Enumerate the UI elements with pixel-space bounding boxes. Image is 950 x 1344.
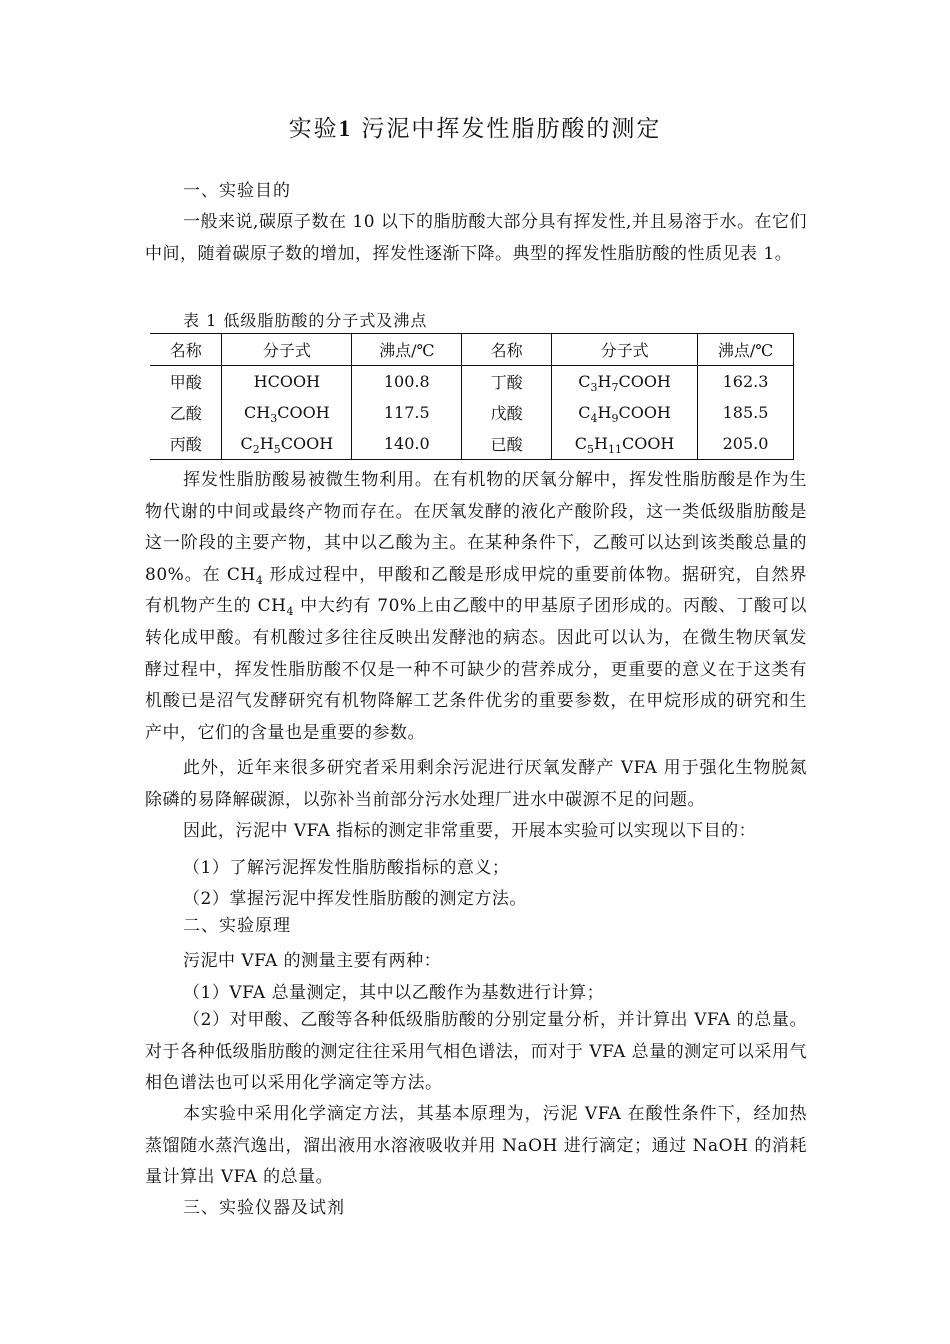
- section2-intro: 污泥中 VFA 的测量主要有两种：: [183, 951, 442, 971]
- boiling-point: 100.8: [352, 366, 462, 398]
- section2-paragraph: 本实验中采用化学滴定方法，其基本原理为，污泥 VFA 在酸性条件下，经加热蒸馏随水蒸汽逸出，溜出液用水溶液吸收并用 NaOH 进行滴定；通过 NaOH 的消耗量计算出 VFA 的总量。: [145, 1104, 807, 1188]
- boiling-point: 205.0: [698, 428, 794, 460]
- formula: $C_2H_5COOH$: [222, 428, 352, 460]
- section1-paragraph-4: 因此，污泥中 VFA 指标的测定非常重要，开展本实验可以实现以下目的：: [183, 821, 757, 841]
- section1-paragraph-3: 此外，近年来很多研究者采用剩余污泥进行厌氧发酵产 VFA 用于强化生物脱氮除磷的易降解碳源，以弥补当前部分污水处理厂进水中碳源不足的问题。: [145, 758, 807, 810]
- formula: $CH_3COOH$: [222, 397, 352, 428]
- section1-item-2: （2）掌握污泥中挥发性脂肪酸的测定方法。: [183, 889, 527, 909]
- section3-heading: 三、实验仪器及试剂: [183, 1198, 345, 1218]
- header-boiling-point-1: 沸点/℃: [352, 334, 462, 366]
- table-row: [150, 397, 794, 428]
- fatty-acid-table: [150, 333, 794, 460]
- table-header-row: [150, 334, 794, 366]
- boiling-point: 162.3: [698, 366, 794, 398]
- title-prefix: 实验: [288, 116, 339, 142]
- acid-name: 甲酸: [169, 373, 202, 392]
- section2-heading: 二、实验原理: [183, 916, 291, 936]
- section2-item-1: （1）VFA 总量测定，其中以乙酸作为基数进行计算；: [183, 983, 605, 1003]
- formula: $C_4H_9COOH$: [552, 397, 698, 428]
- title-text: 污泥中挥发性脂肪酸的测定: [361, 116, 662, 142]
- section1-paragraph-2: 挥发性脂肪酸易被微生物利用。在有机物的厌氧分解中，挥发性脂肪酸是作为生物代谢的中间或最终产物而存在。在厌氧发酵的液化产酸阶段，这一类低级脂肪酸是这一阶段的主要产物，其中以乙酸为主。在某种条件下，乙酸可以达到该类酸总量的 80%。在 $CH_4$ 形成过程中，甲酸和乙酸是形成甲烷的重要前体物。据研究，自然界有机物产生的 $CH_4$ 中大约有 70%上由乙酸中的甲基原子团形成的。丙酸、丁酸可以转化成甲酸。有机酸过多往往反映出发酵池的病态。因此可以认为，在微生物厌氧发酵过程中，挥发性脂肪酸不仅是一种不可缺少的营养成分，更重要的意义在于这类有机酸已是沼气发酵研究有机物降解工艺条件优劣的重要参数，在甲烷形成的研究和生产中，它们的含量也是重要的参数。: [145, 470, 808, 743]
- header-formula-2: 分子式: [552, 334, 698, 366]
- table-row: [150, 428, 794, 460]
- header-boiling-point-2: 沸点/℃: [698, 334, 794, 366]
- formula: HCOOH: [222, 366, 352, 398]
- section1-heading: 一、实验目的: [183, 181, 291, 201]
- acid-name: 已酸: [462, 428, 552, 460]
- title-number: 1: [338, 116, 353, 141]
- section1-paragraph-1: 一般来说,碳原子数在 10 以下的脂肪酸大部分具有挥发性,并且易溶于水。在它们中间，随着碳原子数的增加，挥发性逐渐下降。典型的挥发性脂肪酸的性质见表 1。: [145, 212, 807, 264]
- boiling-point: 140.0: [352, 428, 462, 460]
- acid-name: 丁酸: [462, 366, 552, 398]
- section2-item-2: （2）对甲酸、乙酸等各种低级脂肪酸的分别定量分析，并计算出 VFA 的总量。对于各种低级脂肪酸的测定往往采用气相色谱法，而对于 VFA 总量的测定可以采用气相色谱法也可以采用化学滴定等方法。: [145, 1010, 807, 1094]
- acid-name: 乙酸: [169, 404, 202, 423]
- header-name-1: 名称: [169, 341, 202, 360]
- table-row: [150, 366, 794, 398]
- acid-name: 丙酸: [169, 435, 202, 454]
- formula: $C_5H_{11}COOH$: [552, 428, 698, 460]
- formula: $C_3H_7COOH$: [552, 366, 698, 398]
- header-name-2: 名称: [462, 334, 552, 366]
- section1-item-1: （1）了解污泥挥发性脂肪酸指标的意义；: [183, 858, 510, 878]
- table-caption: 表 1 低级脂肪酸的分子式及沸点: [183, 311, 428, 330]
- header-formula-1: 分子式: [222, 334, 352, 366]
- acid-name: 戊酸: [462, 397, 552, 428]
- page-title: [0, 110, 950, 143]
- boiling-point: 117.5: [352, 397, 462, 428]
- boiling-point: 185.5: [698, 397, 794, 428]
